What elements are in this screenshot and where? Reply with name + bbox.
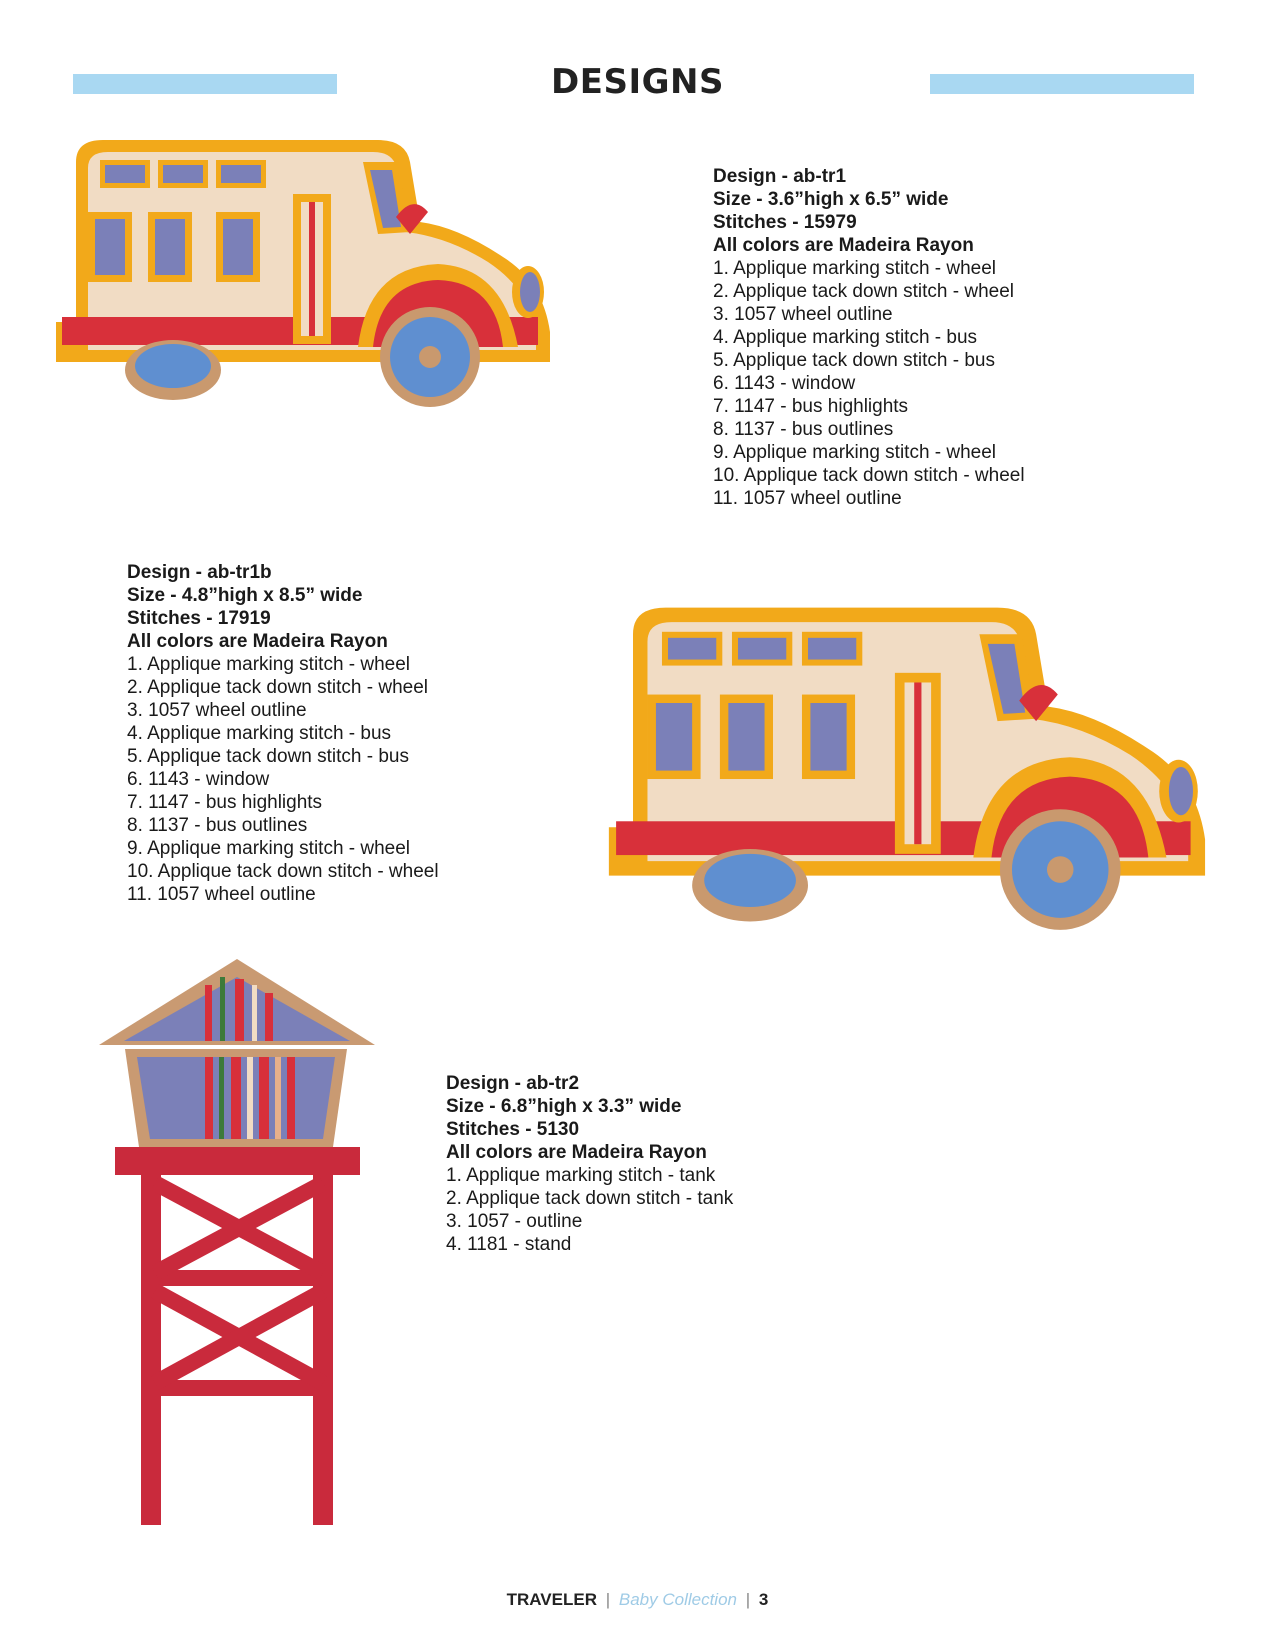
design-id: Design - ab-tr1b xyxy=(127,562,272,583)
design-stitches: Stitches - 15979 xyxy=(713,212,857,233)
stitch-step: 9. Applique marking stitch - wheel xyxy=(713,442,997,463)
stitch-step: 4. 1181 - stand xyxy=(446,1234,572,1255)
design-colors-note: All colors are Madeira Rayon xyxy=(446,1142,707,1163)
stitch-step: 4. Applique marking stitch - bus xyxy=(127,723,392,744)
stitch-step: 10. Applique tack down stitch - wheel xyxy=(127,861,439,882)
design-stitches: Stitches - 5130 xyxy=(446,1119,580,1140)
design-colors-note: All colors are Madeira Rayon xyxy=(713,235,974,256)
stitch-step: 2. Applique tack down stitch - tank xyxy=(446,1188,734,1209)
stitch-steps-list xyxy=(446,1164,733,1256)
stitch-step: 8. 1137 - bus outlines xyxy=(713,419,894,440)
stitch-step: 11. 1057 wheel outline xyxy=(713,488,902,509)
stitch-step: 9. Applique marking stitch - wheel xyxy=(127,838,411,859)
stitch-step: 7. 1147 - bus highlights xyxy=(127,792,323,813)
design-colors-note: All colors are Madeira Rayon xyxy=(127,631,388,652)
water-tower-design-image-ab-tr2 xyxy=(95,955,380,1535)
bus-design-image-ab-tr1b xyxy=(598,598,1228,948)
stitch-step: 4. Applique marking stitch - bus xyxy=(713,327,978,348)
design-size: Size - 3.6”high x 6.5” wide xyxy=(713,189,949,210)
bus-design-image-ab-tr1 xyxy=(48,132,568,422)
stitch-step: 6. 1143 - window xyxy=(127,769,270,790)
stitch-step: 6. 1143 - window xyxy=(713,373,856,394)
page-footer xyxy=(0,1590,1275,1610)
stitch-step: 3. 1057 wheel outline xyxy=(713,304,893,325)
stitch-step: 2. Applique tack down stitch - wheel xyxy=(127,677,429,698)
header-accent-bar-right xyxy=(930,74,1194,94)
stitch-step: 11. 1057 wheel outline xyxy=(127,884,316,905)
page-title: DESIGNS xyxy=(551,62,724,102)
stitch-steps-list xyxy=(127,653,439,906)
design-info-ab-tr1 xyxy=(713,165,1025,510)
stitch-step: 10. Applique tack down stitch - wheel xyxy=(713,465,1025,486)
stitch-step: 3. 1057 - outline xyxy=(446,1211,583,1232)
design-size: Size - 4.8”high x 8.5” wide xyxy=(127,585,363,606)
footer-collection: Baby Collection xyxy=(618,1590,737,1609)
design-info-ab-tr1b xyxy=(127,561,439,906)
footer-brand: TRAVELER xyxy=(506,1590,597,1609)
stitch-step: 5. Applique tack down stitch - bus xyxy=(127,746,409,767)
stitch-step: 1. Applique marking stitch - wheel xyxy=(127,654,411,675)
stitch-step: 2. Applique tack down stitch - wheel xyxy=(713,281,1015,302)
design-stitches: Stitches - 17919 xyxy=(127,608,271,629)
design-id: Design - ab-tr1 xyxy=(713,166,847,187)
stitch-steps-list xyxy=(713,257,1025,510)
design-size: Size - 6.8”high x 3.3” wide xyxy=(446,1096,682,1117)
page-number: 3 xyxy=(758,1590,769,1609)
footer-divider: | xyxy=(605,1590,611,1609)
design-info-ab-tr2 xyxy=(446,1072,733,1256)
stitch-step: 5. Applique tack down stitch - bus xyxy=(713,350,995,371)
stitch-step: 8. 1137 - bus outlines xyxy=(127,815,308,836)
footer-divider: | xyxy=(745,1590,751,1609)
stitch-step: 3. 1057 wheel outline xyxy=(127,700,307,721)
stitch-step: 1. Applique marking stitch - wheel xyxy=(713,258,997,279)
stitch-step: 1. Applique marking stitch - tank xyxy=(446,1165,716,1186)
stitch-step: 7. 1147 - bus highlights xyxy=(713,396,909,417)
design-id: Design - ab-tr2 xyxy=(446,1073,580,1094)
